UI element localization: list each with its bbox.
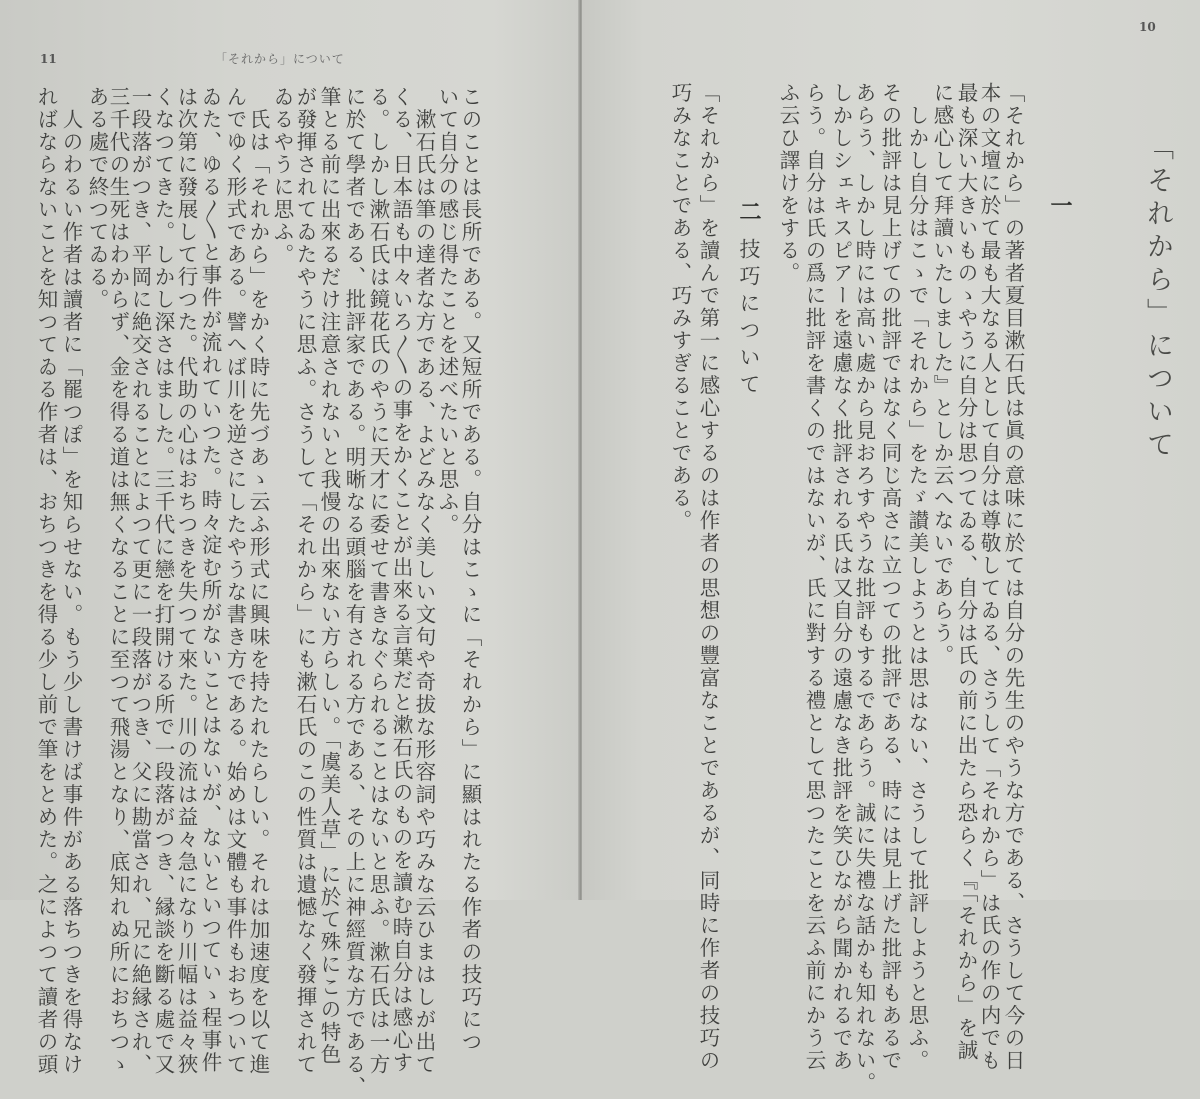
text-column: しかし自分はこゝで「それから」をたゞ讃美しようとは思はない、さうして批評しようと思ふ。	[905, 82, 929, 1072]
text-column: る。しかし漱石氏は鏡花氏のやうに天才に委せて書きなぐられることはないと思ふ。漱石氏は一方	[366, 86, 390, 1076]
text-column: 「それから」の著者夏目漱石氏は眞の意味に於ては自分の先生のやうな方である、さうして今の日	[1001, 82, 1025, 1072]
running-head: 「それから」について	[215, 52, 345, 66]
text-column: 「それから」を讀んで第一に感心するのは作者の思想の豐富なことであるが、同時に作者の技巧の	[696, 82, 720, 1072]
text-column: ふ云ひ譯けをする。	[776, 82, 800, 285]
chapter-title: 「それから」について	[1142, 133, 1173, 463]
text-column: 本の文壇に於て最も大なる人として自分は尊敬してゐる、さうして「それから」は氏の作の内でも	[977, 82, 1001, 1072]
text-column: あらう、しかし時には高い處から見おろすやうな批評もするであらう。誠に失禮な話かも知れない。	[852, 82, 876, 1095]
text-column: 氏は「それから」をかく時に先づあゝ云ふ形式に興味を持たれたらしい。それは加速度を以て進	[246, 86, 270, 1076]
text-column: くる、日本語も中々いろ〳〵の事をかくことが出來る言葉だと漱石氏のものを讀む時自分は感心す	[389, 86, 413, 1074]
text-column: に感心して拜讀いたしました』としか云へないであらう。	[930, 82, 954, 667]
text-column: 最も深い大きいものゝやうに自分は思つてゐる、自分は氏の前に出たら恐らく『「それから」を誠	[954, 82, 978, 1062]
text-column: くなつてきた。しかし深さはました。三千代に戀を打開ける所で一段落がつき、縁談を斷る處で又	[151, 86, 175, 1076]
text-column: いて自分の感じ得たことを述べたいと思ふ。	[435, 86, 459, 536]
section-number-2: 二	[736, 200, 762, 222]
text-column: 筆とる前に出來るだけ注意されないと我慢の出來ない方らしい。「虞美人草」に於て殊にこの特色	[317, 86, 341, 1066]
text-column: しかしシェキスピアーを遠慮なく批評される氏は又自分の遠慮なき批評を笑ひながら聞かれるであ	[829, 82, 853, 1072]
section-heading: 技巧について	[737, 238, 761, 400]
page-number-right: 10	[1139, 20, 1156, 34]
text-column: 人のわるい作者は讀者に「罷つぽ」を知らせない。もう少し書けば事件がある落ちつきを得なけ	[59, 86, 83, 1076]
right-page	[582, 0, 1200, 1095]
text-column: んでゆく形式である。譬へば川を逆さにしたやうな書き方である。始めは文體も事件もおちついて	[223, 86, 247, 1076]
page-number-left: 11	[40, 52, 57, 66]
text-column: 三千代の生死はわからず、金を得る道は無くなることに至つて飛湯となり、底知れぬ所におちつゝ	[106, 86, 130, 1076]
text-column: ある處で終つてゐる。	[85, 86, 109, 311]
text-column: ゐた、ゆる〳〵と事件が流れていつた。時々淀む所がないことはないが、ないといつていゝ程事件	[198, 86, 222, 1074]
section-number-1: 一	[1047, 194, 1073, 216]
text-column: らう。自分は氏の爲に批評を書くのではないが、氏に對する禮として思つたことを云ふ前にかう云	[802, 82, 826, 1072]
text-column: に於て學者である、批評家である。明晰なる頭腦を有される方である、その上に神經質な方である、	[342, 86, 366, 1099]
text-column: ればならないことを知つてゐる作者は、おちつきを得る少し前で筆をとめた。之によつて讀者の頭	[34, 86, 58, 1076]
text-column: 漱石氏は筆の達者な方である、よどみなく美しい文句や奇拔な形容詞や巧みな云ひまはしが出て	[412, 86, 436, 1076]
text-column: が發揮されてゐたやうに思ふ。さうして「それから」にも漱石氏のこの性質は遺憾なく發揮されて	[293, 86, 317, 1076]
text-column: その批評は見上げての批評ではなく同じ高さに立つての批評である、時には見上げた批評もあるで	[878, 82, 902, 1072]
text-column: は次第に發展して行つた。代助の心はおちつきを失つて來た。川の流は益々急になり川幅は益々狹	[174, 86, 198, 1076]
text-column: このことは長所である。又短所である。自分はこゝに「それから」に顯はれたる作者の技巧につ	[458, 86, 482, 1054]
text-column: 一段落がつき、平岡に絶交されることによつて更に一段落がつき、父に勘當され、兄に絶縁され、	[128, 86, 152, 1076]
left-page	[0, 0, 580, 1099]
text-column: ゐるやうに思ふ。	[270, 86, 294, 266]
text-column: 巧みなことである、巧みすぎることである。	[668, 82, 692, 532]
